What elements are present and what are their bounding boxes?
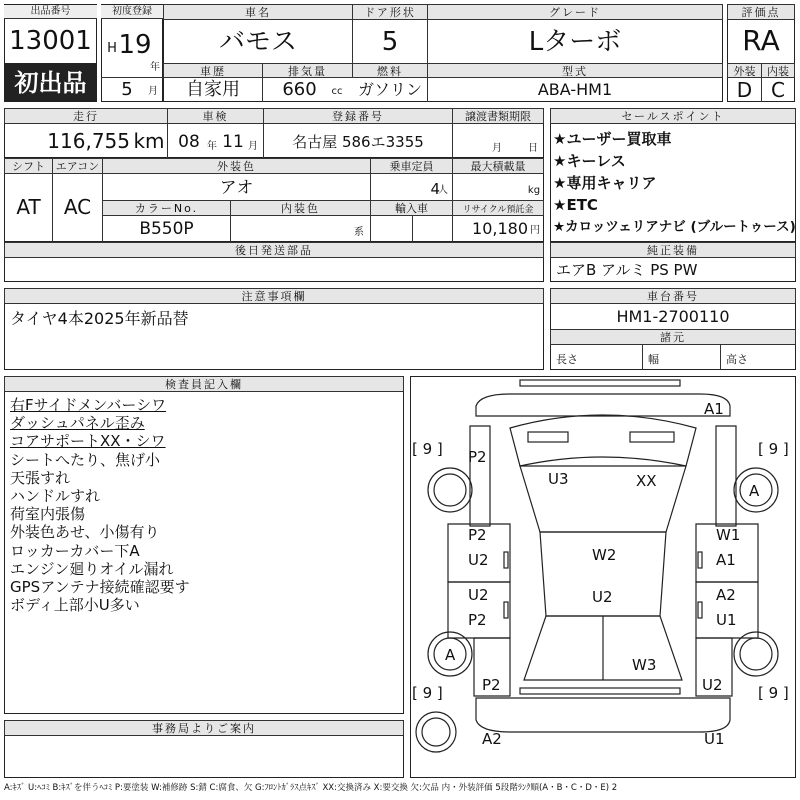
mark-a1: A1 bbox=[704, 400, 724, 418]
handle-lf bbox=[504, 552, 508, 568]
mark-p2-bottom: P2 bbox=[482, 676, 501, 694]
handle-lr bbox=[504, 602, 508, 618]
note-line: ハンドルすれ bbox=[10, 487, 101, 506]
handle-rf bbox=[698, 552, 702, 568]
insp-month-unit: 月 bbox=[248, 141, 258, 152]
model-label: 型式 bbox=[427, 63, 723, 78]
sales-label: セールスポイント bbox=[550, 108, 796, 124]
capacity-label: 乗車定員 bbox=[370, 158, 453, 174]
mark-p2-top: P2 bbox=[468, 448, 487, 466]
mark-xx: XX bbox=[636, 472, 657, 490]
mark-a2-right: A2 bbox=[716, 586, 736, 604]
first-reg-label: 初度登録 bbox=[101, 5, 163, 19]
note-line: コアサポートXX・シワ bbox=[10, 432, 166, 451]
transfer-day: 日 bbox=[528, 143, 538, 154]
capacity-value: 4 bbox=[430, 179, 440, 198]
sales-point: ★ユーザー買取車 bbox=[553, 130, 672, 148]
reg-month-unit: 月 bbox=[148, 86, 158, 97]
grade-label: グレード bbox=[427, 4, 723, 20]
ext-color-value: アオ bbox=[219, 177, 254, 198]
tire-tr-grade: [ 9 ] bbox=[758, 440, 789, 458]
reg-month: 5 bbox=[121, 79, 133, 100]
right-front-fender bbox=[716, 426, 736, 526]
insp-year: 08 bbox=[178, 131, 200, 152]
mark-a-left: A bbox=[445, 646, 456, 664]
mileage-label: 走行 bbox=[4, 108, 168, 124]
transfer-month: 月 bbox=[492, 143, 502, 154]
ac-value: AC bbox=[63, 195, 92, 219]
mark-a2-bottom: A2 bbox=[482, 730, 502, 748]
load-label: 最大積載量 bbox=[452, 158, 544, 174]
mark-w1: W1 bbox=[716, 526, 741, 544]
note-line: ダッシュパネル歪み bbox=[10, 414, 145, 433]
interior-unit: 系 bbox=[354, 227, 364, 238]
grade-value: Lターボ bbox=[528, 27, 622, 57]
equipment-label: 純正装備 bbox=[550, 242, 796, 258]
car-name-label: 車名 bbox=[163, 4, 353, 20]
reg-year-unit: 年 bbox=[150, 62, 160, 73]
windshield bbox=[510, 415, 696, 466]
recycle-value: 10,180 bbox=[472, 219, 528, 238]
note-line: 右Fサイドメンバーシワ bbox=[10, 396, 167, 414]
mark-u2-left: U2 bbox=[468, 551, 489, 569]
tire-front-left bbox=[428, 468, 472, 512]
handle-rr bbox=[698, 602, 702, 618]
score-label: 評価点 bbox=[727, 4, 795, 20]
color-no-label: カラーNo. bbox=[102, 200, 231, 216]
int-grade: C bbox=[771, 78, 785, 102]
history-label: 車歴 bbox=[163, 63, 263, 78]
lot-label: 出品番号 bbox=[4, 5, 97, 19]
tire-tl-grade: [ 9 ] bbox=[412, 440, 443, 458]
dims-label: 諸元 bbox=[550, 329, 796, 345]
mark-u1-bottom: U1 bbox=[704, 730, 725, 748]
legend: A:ｷｽﾞ U:ﾍｺﾐ B:ｷｽﾞを伴うﾍｺﾐ P:要塗装 W:補修跡 S:錆 C:腐食、欠 G:ﾌﾛﾝﾄｶﾞﾗｽ点ｷｽﾞ XX:交換済み X:要交換 欠:欠品 内・外装評価 5段階ﾗﾝｸ順(A・B・C・D・E) 2 bbox=[4, 782, 618, 793]
import-label: 輸入車 bbox=[370, 200, 453, 216]
note-line: ボディ上部小U多い bbox=[10, 596, 140, 615]
mark-a-right: A bbox=[749, 482, 760, 500]
sales-point: ★ETC bbox=[553, 196, 598, 214]
mark-u2-center: U2 bbox=[592, 588, 613, 606]
ac-label: エアコン bbox=[52, 158, 103, 174]
shift-label: シフト bbox=[4, 158, 53, 174]
history-value: 自家用 bbox=[186, 79, 240, 100]
left-front-fender bbox=[470, 426, 490, 526]
plate-value: 名古屋 586エ3355 bbox=[292, 132, 424, 151]
front-bumper bbox=[476, 394, 730, 416]
interior-color-label: 内装色 bbox=[230, 200, 371, 216]
height-label: 高さ bbox=[726, 352, 748, 366]
recycle-unit: 円 bbox=[530, 225, 540, 236]
displacement-unit: cc bbox=[331, 86, 343, 97]
mark-p2-left2: P2 bbox=[468, 611, 487, 629]
note-line: 荷室内張傷 bbox=[10, 505, 86, 524]
rear-bumper bbox=[476, 698, 730, 732]
note-line: シートへたり、焦げ小 bbox=[10, 450, 161, 469]
office-label: 事務局よりご案内 bbox=[4, 720, 404, 736]
era: H bbox=[107, 40, 117, 56]
fuel-value: ガソリン bbox=[357, 80, 422, 99]
insp-month: 11 bbox=[222, 131, 244, 152]
lot-number: 13001 bbox=[9, 26, 92, 56]
inspector-notes bbox=[10, 396, 190, 614]
mark-w2: W2 bbox=[592, 546, 617, 564]
transfer-label: 譲渡書類期限 bbox=[452, 108, 544, 124]
inspection-label: 車検 bbox=[167, 108, 264, 124]
caution-text: タイヤ4本2025年新品替 bbox=[10, 309, 189, 328]
note-line: エンジン廻りオイル漏れ bbox=[10, 559, 174, 578]
tire-bl-grade: [ 9 ] bbox=[412, 684, 443, 702]
mark-u3: U3 bbox=[548, 470, 569, 488]
length-label: 長さ bbox=[556, 352, 578, 366]
recycle-label: リサイクル預託金 bbox=[452, 200, 544, 216]
score-value: RA bbox=[742, 24, 780, 57]
mark-u1-right: U1 bbox=[716, 611, 737, 629]
load-unit: kg bbox=[527, 185, 541, 196]
sales-point: ★カロッツェリアナビ (ブルートゥース) bbox=[553, 219, 796, 235]
mileage-value: 116,755 bbox=[47, 129, 130, 153]
note-line: 外装色あせ、小傷有り bbox=[10, 523, 160, 542]
ext-color-label: 外装色 bbox=[102, 158, 371, 174]
chassis-value: HM1-2700110 bbox=[616, 307, 730, 326]
plate-label: 登録番号 bbox=[263, 108, 453, 124]
note-line: GPSアンテナ接続確認要す bbox=[10, 578, 190, 597]
roof-rack-bottom bbox=[520, 688, 680, 694]
first-listing-badge: 初出品 bbox=[4, 64, 97, 102]
inspector-label: 検査員記入欄 bbox=[4, 376, 404, 392]
equipment-value: エアB アルミ PS PW bbox=[556, 260, 698, 279]
width-label: 幅 bbox=[648, 352, 659, 366]
displacement-value: 660 bbox=[282, 79, 317, 100]
note-line: 天張すれ bbox=[10, 468, 71, 487]
ext-grade-label: 外装 bbox=[727, 63, 762, 78]
mark-u2-bottom: U2 bbox=[702, 676, 723, 694]
doors-label: ドア形状 bbox=[352, 4, 428, 20]
color-no-value: B550P bbox=[139, 218, 194, 239]
roof-rack-top bbox=[520, 380, 680, 386]
mark-w3: W3 bbox=[632, 656, 657, 674]
sales-point: ★キーレス bbox=[553, 152, 626, 170]
caution-label: 注意事項欄 bbox=[4, 288, 544, 304]
sales-points bbox=[553, 128, 796, 238]
int-grade-label: 内装 bbox=[761, 63, 795, 78]
car-diagram bbox=[410, 376, 796, 778]
mark-u2-left2: U2 bbox=[468, 586, 489, 604]
reg-year: 19 bbox=[118, 30, 152, 60]
ext-grade: D bbox=[736, 78, 753, 102]
shift-value: AT bbox=[16, 195, 41, 219]
displacement-label: 排気量 bbox=[262, 63, 353, 78]
mark-a1-right: A1 bbox=[716, 551, 736, 569]
mark-p2-left: P2 bbox=[468, 526, 487, 544]
later-parts-label: 後日発送部品 bbox=[4, 242, 544, 258]
note-line: ロッカーカバー下A bbox=[10, 541, 140, 560]
chassis-label: 車台番号 bbox=[550, 288, 796, 304]
mileage-unit: km bbox=[133, 129, 165, 153]
tire-br-grade: [ 9 ] bbox=[758, 684, 789, 702]
car-name: バモス bbox=[218, 27, 297, 57]
roof-front bbox=[520, 466, 686, 532]
model-value: ABA-HM1 bbox=[537, 80, 613, 99]
wiper-right bbox=[630, 432, 674, 442]
doors-value: 5 bbox=[381, 27, 399, 57]
capacity-unit: 人 bbox=[438, 185, 448, 196]
wiper-left bbox=[528, 432, 568, 442]
fuel-label: 燃料 bbox=[352, 63, 428, 78]
sales-point: ★専用キャリア bbox=[553, 174, 657, 192]
insp-year-unit: 年 bbox=[207, 141, 217, 152]
